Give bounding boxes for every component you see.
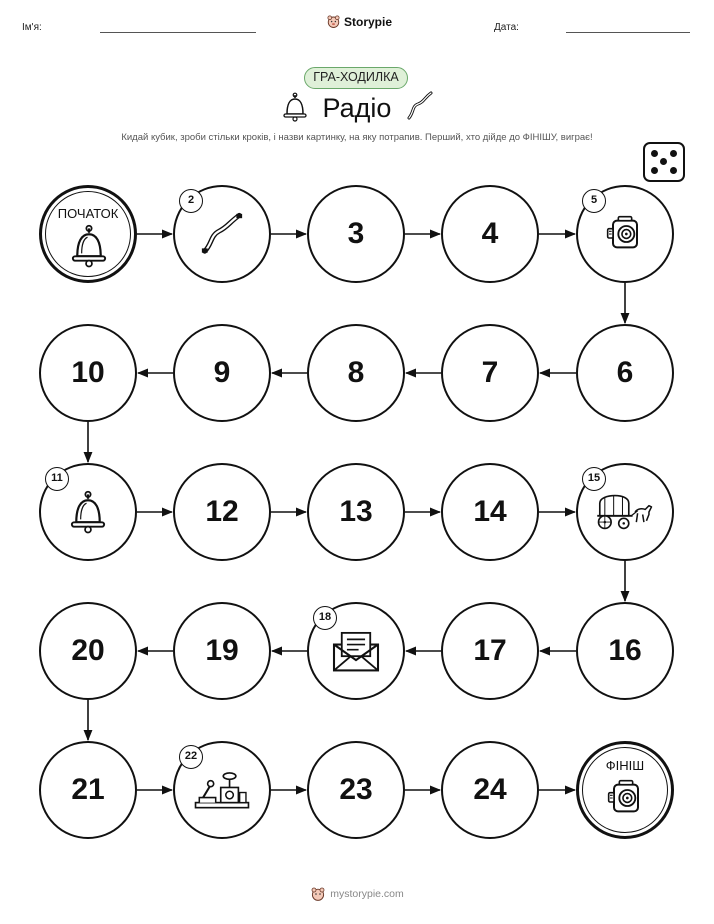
bell-icon (69, 224, 109, 273)
cell-number-badge: 2 (179, 189, 203, 213)
cell-number: 6 (616, 356, 634, 389)
stagecoach-icon (596, 492, 654, 532)
cell-number: 23 (339, 773, 373, 806)
start-label: ПОЧАТОК (57, 206, 119, 221)
cell-number-badge: 22 (179, 745, 203, 769)
board-cell (307, 463, 405, 561)
board-cell (441, 602, 539, 700)
board-cell (307, 602, 405, 700)
cell-number-badge: 15 (582, 467, 606, 491)
board-cell (39, 463, 137, 561)
cell-number: 21 (71, 773, 105, 806)
cell-number-badge: 5 (582, 189, 606, 213)
date-label: Дата: (494, 22, 519, 33)
board-cell (39, 741, 137, 839)
cell-number: 7 (481, 356, 499, 389)
cell-number: 4 (481, 217, 499, 250)
board-cell (173, 324, 271, 422)
cell-number: 16 (608, 634, 642, 667)
board-cell (441, 741, 539, 839)
cell-number: 10 (71, 356, 105, 389)
board-cell (39, 602, 137, 700)
board-cell (576, 602, 674, 700)
name-label: Ім'я: (22, 22, 42, 33)
board-cell (576, 185, 674, 283)
board-cell (173, 185, 271, 283)
cell-number: 13 (339, 495, 373, 528)
cell-number: 20 (71, 634, 105, 667)
cell-number: 3 (347, 217, 365, 250)
board-cell (173, 602, 271, 700)
cell-number: 8 (347, 356, 365, 389)
cell-number-badge: 11 (45, 467, 69, 491)
board-cell (173, 463, 271, 561)
page-title: Радіо (322, 93, 392, 123)
cell-number: 19 (205, 634, 239, 667)
wire-icon (199, 211, 245, 257)
speaker-icon (605, 214, 645, 254)
envelope-icon (330, 629, 382, 673)
storypie-mascot-icon (310, 886, 326, 902)
footer (0, 886, 714, 902)
board-cell (441, 185, 539, 283)
cell-number-badge: 18 (313, 606, 337, 630)
cell-number: 9 (213, 356, 231, 389)
board-cell (173, 741, 271, 839)
game-type-pill: ГРА-ХОДИЛКА (304, 67, 408, 89)
instructions-text: Кидай кубик, зроби стільки кроків, і назви картинку, на яку потрапив. Перший, хто дійде до ФІНІШУ, виграє! (121, 132, 593, 143)
brand-name: Storypie (344, 14, 393, 29)
cell-number: 12 (205, 495, 239, 528)
finish-label: ФІНІШ (605, 758, 645, 773)
bell-icon (68, 490, 108, 534)
speaker-icon (606, 778, 646, 823)
board-cell (441, 463, 539, 561)
board-cell (441, 324, 539, 422)
board-cell (576, 324, 674, 422)
board-cell (576, 463, 674, 561)
cell-number: 24 (473, 773, 507, 806)
board-cell (39, 324, 137, 422)
footer-site: mystorypie.com (330, 888, 404, 900)
cell-number: 17 (473, 634, 507, 667)
finish-cell (576, 741, 674, 839)
board-cell (307, 185, 405, 283)
telegraph-icon (193, 769, 251, 811)
cell-number: 14 (473, 495, 507, 528)
board-cell (307, 741, 405, 839)
start-cell (39, 185, 137, 283)
board-cell (307, 324, 405, 422)
